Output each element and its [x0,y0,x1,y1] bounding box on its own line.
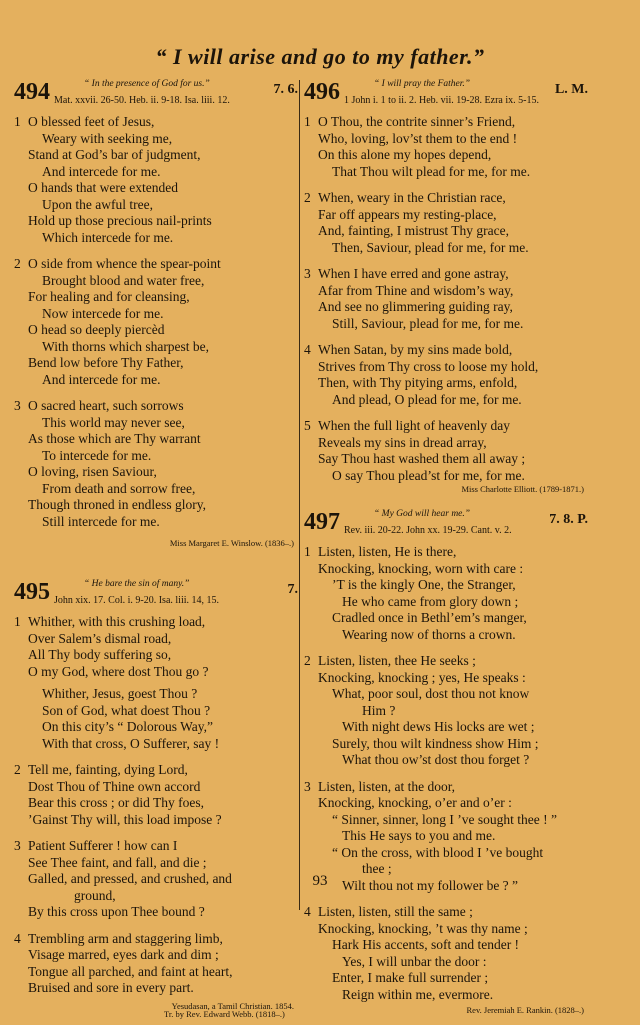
verse-line: All Thy body suffering so, [28,647,172,662]
hymn-497 [304,508,594,1015]
verse-line: Afar from Thine and wisdom’s way, [318,282,514,298]
verse-line: Knocking, knocking, ’t was thy name ; [318,920,528,936]
meter: 7. [287,582,298,597]
verse-line: 4 When Satan, by my sins made bold, [304,342,513,357]
verse-line: Reveals my sins in dread array, [318,434,487,450]
meter: 7. 6. [273,82,298,97]
verse-line: As those which are Thy warrant [28,431,201,446]
scripture-refs: Mat. xxvii. 26-50. Heb. ii. 9-18. Isa. liii. 12. [54,95,230,106]
verse-line: ’Gainst Thy will, this load impose ? [28,811,222,827]
verse-line: With that cross, O Sufferer, say ! [42,735,220,751]
verse-line: “ On the cross, with blood I ’ve bought [332,844,544,860]
verse-number: 4 [14,930,21,946]
verse-line: See Thee faint, and fall, and die ; [28,854,207,870]
verse-line: Bruised and sore in every part. [28,980,194,995]
verse-line: ’T is the kingly One, the Stranger, [332,577,516,592]
verse-number: 3 [14,398,21,413]
verse [14,614,304,680]
verse-line: Who, loving, lov’st them to the end ! [318,130,518,146]
verse-number: 2 [14,762,21,777]
verse [14,114,304,246]
verse-number: 1 [304,114,311,129]
verse-line: Yes, I will unbar the door : [342,953,487,969]
verse-line: For healing and for cleansing, [28,289,190,304]
verse-line: Knocking, knocking, worn with care : [318,560,524,576]
hymn-translator: Tr. by Rev. Edward Webb. (1818–.) [164,1008,285,1019]
verse-line: Brought blood and water free, [42,272,205,288]
verse-number: 2 [304,190,311,205]
verse-line: With night dews His locks are wet ; [342,719,535,734]
verse-line: Upon the awful tree, [42,196,153,212]
verse-line: 2 Tell me, fainting, dying Lord, [14,762,188,777]
hymn-quote: “ My God will hear me.” [374,509,471,519]
meter: L. M. [554,82,588,97]
verse-line: “ Sinner, sinner, long I ’ve sought thee ! ” [332,811,557,827]
meter: 7. 8. P. [549,512,588,527]
verse-line: Bend low before Thy Father, [28,355,184,370]
verse-line: Knocking, knocking, o’er and o’er : [318,795,512,810]
verse-line: From death and sorrow free, [42,480,196,496]
verse-line: 1 O blessed feet of Jesus, [14,114,155,129]
hymn-496 [304,78,594,494]
verse-number: 4 [304,342,311,357]
verse-line: Though throned in endless glory, [28,497,206,512]
verse-line: Hark His accents, soft and tender ! [332,937,520,952]
verse-line: O loving, risen Saviour, [28,464,157,479]
verse-line: Whither, Jesus, goest Thou ? [42,686,198,701]
verse-line: Reign within me, evermore. [342,986,494,1002]
verse-line: Enter, I make full surrender ; [332,970,489,985]
verse-line: Weary with seeking me, [42,130,173,146]
hymn-number: 496 [304,79,340,105]
verse-line: Dost Thou of Thine own accord [28,778,201,794]
verse-line: 2 Listen, listen, thee He seeks ; [304,653,476,668]
verse [14,762,304,828]
verse-line: 3 O sacred heart, such sorrows [14,398,184,413]
verse-line: Tongue all parched, and faint at heart, [28,963,233,979]
verse [304,544,594,643]
verse-line: 4 Trembling arm and staggering limb, [14,930,223,946]
verse-line: Knocking, knocking ; yes, He speaks : [318,669,526,685]
scripture-refs: John xix. 17. Col. i. 9-20. Isa. liii. 14, 15. [54,595,219,606]
hymn-author: Miss Charlotte Elliott. (1789-1871.) [461,484,584,494]
hymn-494 [14,78,304,548]
verse-line: ground, [74,887,116,903]
hymn-number: 495 [14,579,50,605]
scripture-refs: 1 John i. 1 to ii. 2. Heb. vii. 19-28. Ezra ix. 5-15. [344,95,539,106]
verse-line: Far off appears my resting-place, [318,206,497,222]
verse-line: Son of God, what doest Thou ? [42,702,211,718]
verse-number: 2 [14,256,21,271]
verse [304,653,594,769]
verse-line: 5 When the full light of heavenly day [304,418,510,433]
verse-line: And intercede for me. [42,371,161,387]
verse-line: Wearing now of thorns a crown. [342,626,516,642]
verse [14,256,304,388]
verse-number: 5 [304,418,311,433]
verse-line: Strives from Thy cross to loose my hold, [318,358,539,374]
verse-line: This world may never see, [42,414,185,430]
verse-line: Hold up those precious nail-prints [28,213,212,228]
hymn-author: Rev. Jeremiah E. Rankin. (1828–.) [466,1005,584,1015]
verse-line: O say Thou plead’st for me, for me. [332,467,525,483]
verse-line: Him ? [362,702,396,718]
verse-line: 1 Listen, listen, He is there, [304,544,457,559]
verse-number: 3 [14,838,21,853]
verse-line: Say Thou hast washed them all away ; [318,451,526,466]
page-title: “ I will arise and go to my father.” [155,44,485,69]
verse-line: Stand at God’s bar of judgment, [28,147,201,162]
hymn-author: Yesudasan, a Tamil Christian. 1854. [171,1000,294,1011]
verse-line: Then, with Thy pitying arms, enfold, [318,375,518,390]
verse-line: 2 When, weary in the Christian race, [304,190,506,205]
verse-number: 2 [304,653,311,668]
verse-line: Then, Saviour, plead for me, for me. [332,239,529,255]
verse-line: With thorns which sharpest be, [42,338,210,354]
verse-line: And plead, O plead for me, for me. [332,391,522,407]
scripture-refs: Rev. iii. 20-22. John xx. 19-29. Cant. v. 2. [344,525,512,536]
verse [14,398,304,530]
hymn-quote: “ I will pray the Father.” [374,79,471,89]
verse-line: 3 Listen, listen, at the door, [304,778,456,794]
verse-number: 1 [304,544,311,559]
verse-line: To intercede for me. [42,447,152,463]
verse-line: On this alone my hopes depend, [318,147,492,162]
verse-line: 1 O Thou, the contrite sinner’s Friend, [304,114,516,129]
verse [304,114,594,180]
verse-number: 4 [304,904,311,919]
verse [14,931,304,997]
hymn-quote: “ He bare the sin of many.” [84,579,190,589]
verse-line: That Thou wilt plead for me, for me. [332,163,531,179]
verse-line: Over Salem’s dismal road, [28,630,172,646]
verse-number: 3 [304,778,311,794]
verse-line: Still, Saviour, plead for me, for me. [332,315,524,331]
verse-number: 3 [304,266,311,281]
verse-line: On this city’s “ Dolorous Way,” [42,719,214,734]
hymn-quote: “ In the presence of God for us.” [84,79,210,89]
hymn-number: 497 [304,509,340,535]
verse-line: Which intercede for me. [42,229,174,245]
hymn-495 [14,578,304,1019]
verse-line: And, fainting, I mistrust Thy grace, [318,223,509,238]
verse-line: 1 Whither, with this crushing load, [14,614,206,629]
verse-line: Bear this cross ; or did Thy foes, [28,795,204,810]
verse-line: thee ; [362,861,392,876]
verse-line: Surely, thou wilt kindness show Him ; [332,735,539,751]
verse-line: O hands that were extended [28,180,178,195]
verse [304,266,594,332]
verse-line: O my God, where dost Thou go ? [28,663,209,679]
verse-line: 3 Patient Sufferer ! how can I [14,838,178,853]
verse-line: Galled, and pressed, and crushed, and [28,871,232,886]
verse [304,190,594,256]
page-number: 93 [312,873,328,889]
verse [304,342,594,408]
verse-line: And intercede for me. [42,163,161,179]
verse-number: 1 [14,114,21,129]
verse-line: Still intercede for me. [42,513,160,529]
verse [304,904,594,1003]
verse-line: This He says to you and me. [342,828,496,843]
verse-line: By this cross upon Thee bound ? [28,904,205,919]
verse-line: 2 O side from whence the spear-point [14,256,221,271]
verse-line: O head so deeply piercèd [28,322,165,337]
verse-line: And see no glimmering guiding ray, [318,299,513,314]
verse-line: He who came from glory down ; [342,593,519,609]
verse-line: What thou ow’st dost thou forget ? [342,752,530,767]
verse-line: 4 Listen, listen, still the same ; [304,904,473,919]
verse-refrain [14,686,304,752]
verse-number: 1 [14,614,21,629]
verse [304,418,594,484]
verse-line: What, poor soul, dost thou not know [332,686,530,701]
verse-line: Visage marred, eyes dark and dim ; [28,947,219,962]
verse-line: 3 When I have erred and gone astray, [304,266,509,281]
verse-line: Wilt thou not my follower be ? ” [342,877,519,893]
verse-line: Cradled once in Bethl’em’s manger, [332,610,527,625]
hymn-number: 494 [14,79,50,105]
hymn-author: Miss Margaret E. Winslow. (1836–.) [169,538,294,548]
verse-line: Now intercede for me. [42,305,164,321]
